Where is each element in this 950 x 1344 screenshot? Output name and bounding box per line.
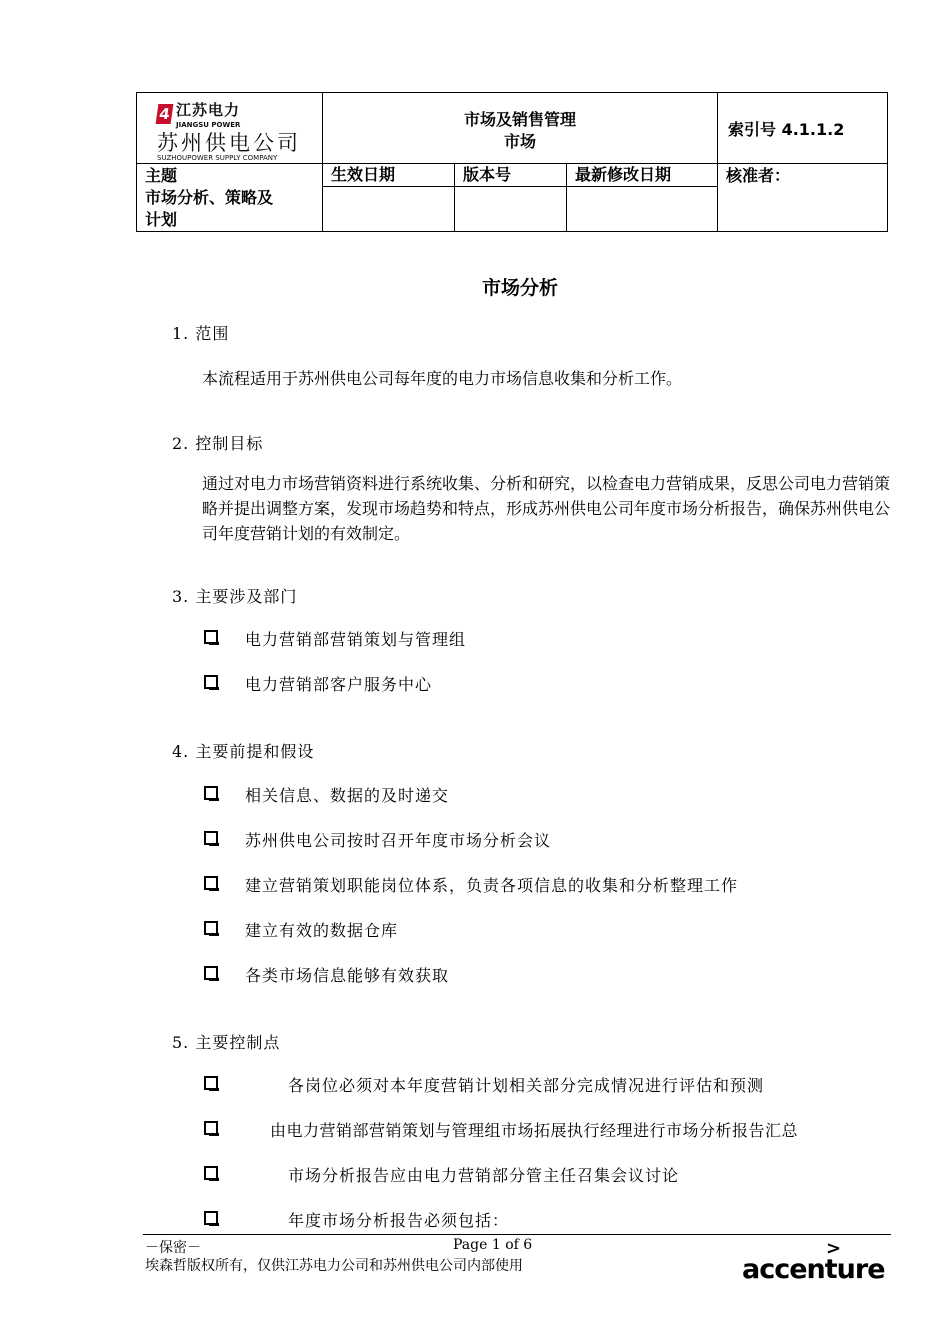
list-item: 电力营销部营销策划与管理组 [245, 630, 467, 649]
checkbox-icon [204, 831, 218, 845]
section-heading-departments: 3. 主要涉及部门 [172, 587, 298, 606]
logo-jiangsu-cn: 江苏电力 [176, 101, 241, 119]
accenture-logo: accenture [742, 1254, 885, 1285]
title-line1: 市场及销售管理 [463, 110, 576, 129]
modified-date-value [567, 187, 718, 232]
list-item: 市场分析报告应由电力营销部分管主任召集会议讨论 [288, 1166, 680, 1185]
checkbox-icon [204, 966, 218, 980]
list-item: 建立营销策划职能岗位体系，负责各项信息的收集和分析整理工作 [245, 876, 739, 895]
list-item: 各岗位必须对本年度营销计划相关部分完成情况进行评估和预测 [288, 1076, 765, 1095]
page-number: Page 1 of 6 [453, 1237, 533, 1253]
logo-suzhou-cn: 苏州供电公司 [157, 131, 301, 155]
modified-date-label: 最新修改日期 [567, 164, 718, 187]
section-heading-control-points: 5. 主要控制点 [172, 1033, 281, 1052]
approver-label: 核准者： [718, 164, 888, 232]
logo-cell [137, 93, 323, 164]
section-heading-scope: 1. 范围 [172, 324, 230, 343]
company-logo [157, 99, 307, 162]
header-title [323, 93, 718, 164]
logo-suzhou-en: SUZHOUPOWER SUPPLY COMPANY [157, 154, 278, 162]
copyright-notice: 埃森哲版权所有，仅供江苏电力公司和苏州供电公司内部使用 [145, 1258, 523, 1274]
index-number: 索引号 4.1.1.2 [718, 93, 888, 164]
effective-date-value [323, 187, 455, 232]
subject-value-line2: 计划 [145, 210, 178, 229]
jiangsu-power-logo-icon: 4 [156, 104, 174, 124]
checkbox-icon [204, 1166, 218, 1180]
checkbox-icon [204, 786, 218, 800]
checkbox-icon [204, 630, 218, 644]
checkbox-icon [204, 921, 218, 935]
document-title: 市场分析 [481, 277, 558, 299]
subject-cell [137, 164, 323, 232]
list-item: 相关信息、数据的及时递交 [245, 786, 450, 805]
checkbox-icon [204, 876, 218, 890]
checkbox-icon [204, 1076, 218, 1090]
section-heading-objective: 2. 控制目标 [172, 434, 264, 453]
subject-label: 主题 [145, 166, 178, 185]
version-value [455, 187, 567, 232]
list-item: 建立有效的数据仓库 [245, 921, 399, 940]
header-table [136, 92, 888, 232]
list-item: 年度市场分析报告必须包括： [288, 1211, 510, 1230]
list-item: 由电力营销部营销策划与管理组市场拓展执行经理进行市场分析报告汇总 [270, 1121, 799, 1140]
confidential-label: －保密－ [145, 1240, 201, 1256]
logo-jiangsu-en: JIANGSU POWER [176, 121, 241, 129]
checkbox-icon [204, 1211, 218, 1225]
section-heading-assumptions: 4. 主要前提和假设 [172, 742, 315, 761]
effective-date-label: 生效日期 [323, 164, 455, 187]
scope-text: 本流程适用于苏州供电公司每年度的电力市场信息收集和分析工作。 [202, 369, 683, 388]
objective-text: 通过对电力市场营销资料进行系统收集、分析和研究，以检查电力营销成果，反思公司电力营销策略并提出调整方案，发现市场趋势和特点，形成苏州供电公司年度市场分析报告，确保苏州供电公司年度营销计划的有效制定。 [202, 474, 891, 543]
title-line2: 市场 [503, 132, 536, 151]
list-item: 电力营销部客户服务中心 [245, 675, 433, 694]
list-item: 苏州供电公司按时召开年度市场分析会议 [245, 831, 552, 850]
checkbox-icon [204, 1121, 218, 1135]
subject-value-line1: 市场分析、策略及 [145, 188, 274, 207]
footer-divider [143, 1234, 891, 1235]
accenture-mark-icon: > [826, 1238, 842, 1259]
checkbox-icon [204, 675, 218, 689]
version-label: 版本号 [455, 164, 567, 187]
list-item: 各类市场信息能够有效获取 [245, 966, 450, 985]
